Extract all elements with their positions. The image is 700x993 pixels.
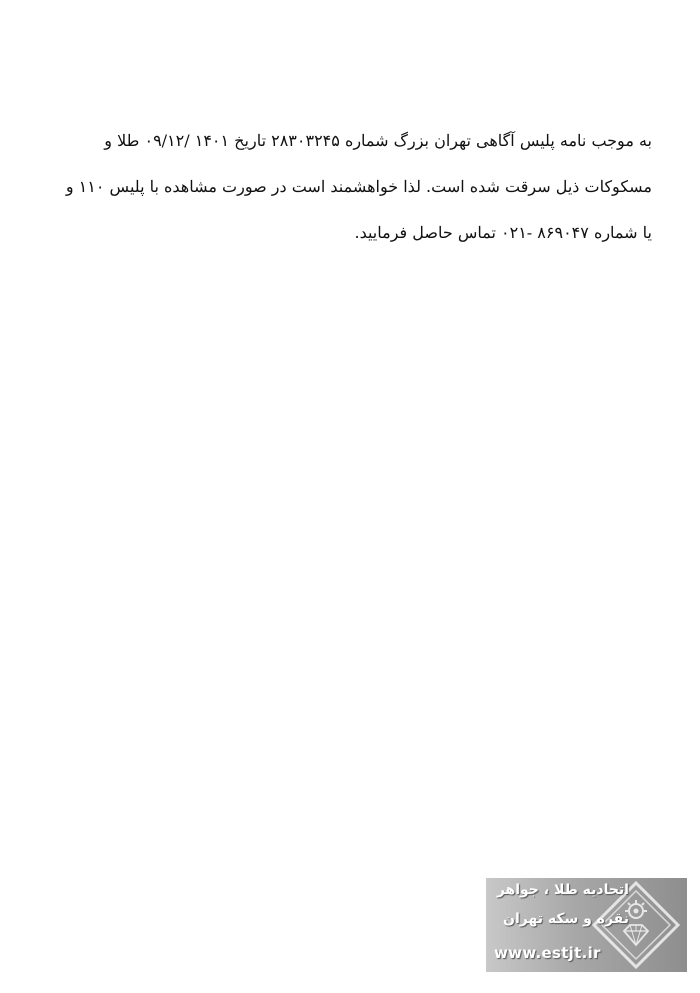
logo-title-line-2: نقره و سکه تهران xyxy=(503,911,629,927)
letter-body xyxy=(40,118,652,256)
letter-line-1: به موجب نامه پلیس آگاهی تهران بزرگ شماره ۲۸۳۰۳۲۴۵ تاریخ ۱۴۰۱ /۰۹/۱۲ طلا و xyxy=(104,131,652,150)
logo-title-line-1: اتحادیه طلا ، جواهر xyxy=(496,882,629,898)
union-logo-watermark xyxy=(486,878,687,972)
letter-line-3: یا شماره ۸۶۹۰۴۷ -۰۲۱ تماس حاصل فرمایید. xyxy=(354,223,652,242)
letter-line-2: مسکوکات ذیل سرقت شده است. لذا خواهشمند است در صورت مشاهده با پلیس ۱۱۰ و xyxy=(65,177,652,196)
logo-website-url: www.estjt.ir xyxy=(494,944,601,962)
